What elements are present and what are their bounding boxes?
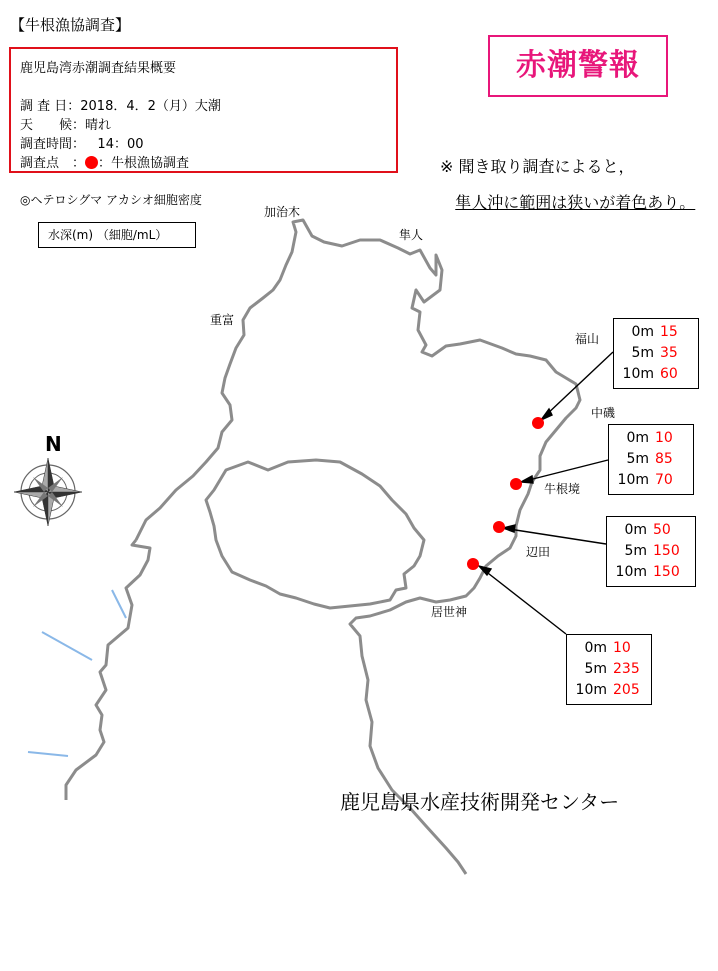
depth-label: 0m	[624, 522, 647, 538]
north-label: N	[45, 432, 62, 456]
place-ushinekyo: 牛根境	[544, 482, 581, 496]
depth-row	[609, 428, 693, 449]
cell-density-title: ◎ヘテロシグマ アカシオ細胞密度	[20, 193, 202, 207]
depth-label: 5m	[626, 451, 649, 467]
place-hayato: 隼人	[399, 228, 424, 242]
depth-row	[567, 680, 651, 701]
station-marker-nakaiso	[510, 478, 522, 490]
note-line-1: ※ 聞き取り調査によると，	[440, 157, 635, 176]
density-value: 235	[613, 661, 640, 677]
density-value: 85	[655, 451, 673, 467]
depth-row	[614, 364, 698, 385]
depth-row	[567, 638, 651, 659]
density-value: 205	[613, 682, 640, 698]
depth-label: 10m	[617, 472, 649, 488]
weather-value: 晴れ	[85, 118, 112, 133]
depth-row	[607, 541, 695, 562]
depth-row	[609, 449, 693, 470]
red-tide-alert-box: 赤潮警報	[488, 35, 668, 97]
depth-row	[614, 343, 698, 364]
depth-row	[609, 470, 693, 491]
place-fukuyama: 福山	[575, 332, 600, 346]
place-henda: 辺田	[526, 545, 551, 559]
depth-label: 10m	[575, 682, 607, 698]
survey-date-value: 2018．4．2（月）大潮	[80, 99, 221, 114]
depth-label: 0m	[626, 430, 649, 446]
station-data-box-nakaiso	[608, 424, 694, 495]
weather-label: 天 候：	[20, 118, 86, 133]
depth-label: 5m	[624, 543, 647, 559]
river-lines	[28, 590, 126, 756]
place-nakaiso: 中磯	[591, 406, 616, 420]
place-isemon: 居世神	[431, 605, 468, 619]
survey-point-value: ：牛根漁協調査	[98, 156, 190, 171]
station-marker-fukuyama	[532, 417, 544, 429]
depth-label: 10m	[622, 366, 654, 382]
note-line-2-text: 隼人沖に範囲は狭いが着色あり。	[455, 193, 696, 212]
depth-label: 0m	[631, 324, 654, 340]
survey-point-label: 調査点 ：	[20, 156, 86, 171]
organization-name: 鹿児島県水産技術開発センター	[340, 790, 620, 814]
station-marker-henda	[493, 521, 505, 533]
depth-label: 5m	[584, 661, 607, 677]
survey-time-value: 14：00	[97, 137, 144, 152]
survey-date-label: 調 査 日：	[20, 99, 81, 114]
compass-rose-icon	[14, 458, 82, 526]
depth-row	[614, 322, 698, 343]
density-value: 150	[653, 564, 680, 580]
density-value: 150	[653, 543, 680, 559]
depth-label: 10m	[615, 564, 647, 580]
place-kajiki: 加治木	[264, 205, 301, 219]
density-value: 50	[653, 522, 671, 538]
depth-label: 5m	[631, 345, 654, 361]
density-value: 10	[655, 430, 673, 446]
header-title: 【牛根漁協調査】	[10, 16, 131, 34]
depth-label: 0m	[584, 640, 607, 656]
density-value: 70	[655, 472, 673, 488]
depth-density-legend: 水深(m) （細胞/mL）	[38, 222, 196, 248]
place-shigetomi: 重富	[210, 313, 235, 327]
station-data-box-henda	[606, 516, 696, 587]
density-value: 35	[660, 345, 678, 361]
depth-row	[567, 659, 651, 680]
station-marker-isemon	[467, 558, 479, 570]
sakurajima-island	[206, 460, 424, 608]
station-data-box-isemon	[566, 634, 652, 705]
station-data-box-fukuyama	[613, 318, 699, 389]
density-value: 15	[660, 324, 678, 340]
density-value: 60	[660, 366, 678, 382]
density-value: 10	[613, 640, 631, 656]
depth-row	[607, 562, 695, 583]
survey-time-label: 調査時間：	[20, 137, 86, 152]
depth-row	[607, 520, 695, 541]
summary-heading: 鹿児島湾赤潮調査結果概要	[20, 61, 177, 76]
bay-coastline	[66, 220, 580, 874]
